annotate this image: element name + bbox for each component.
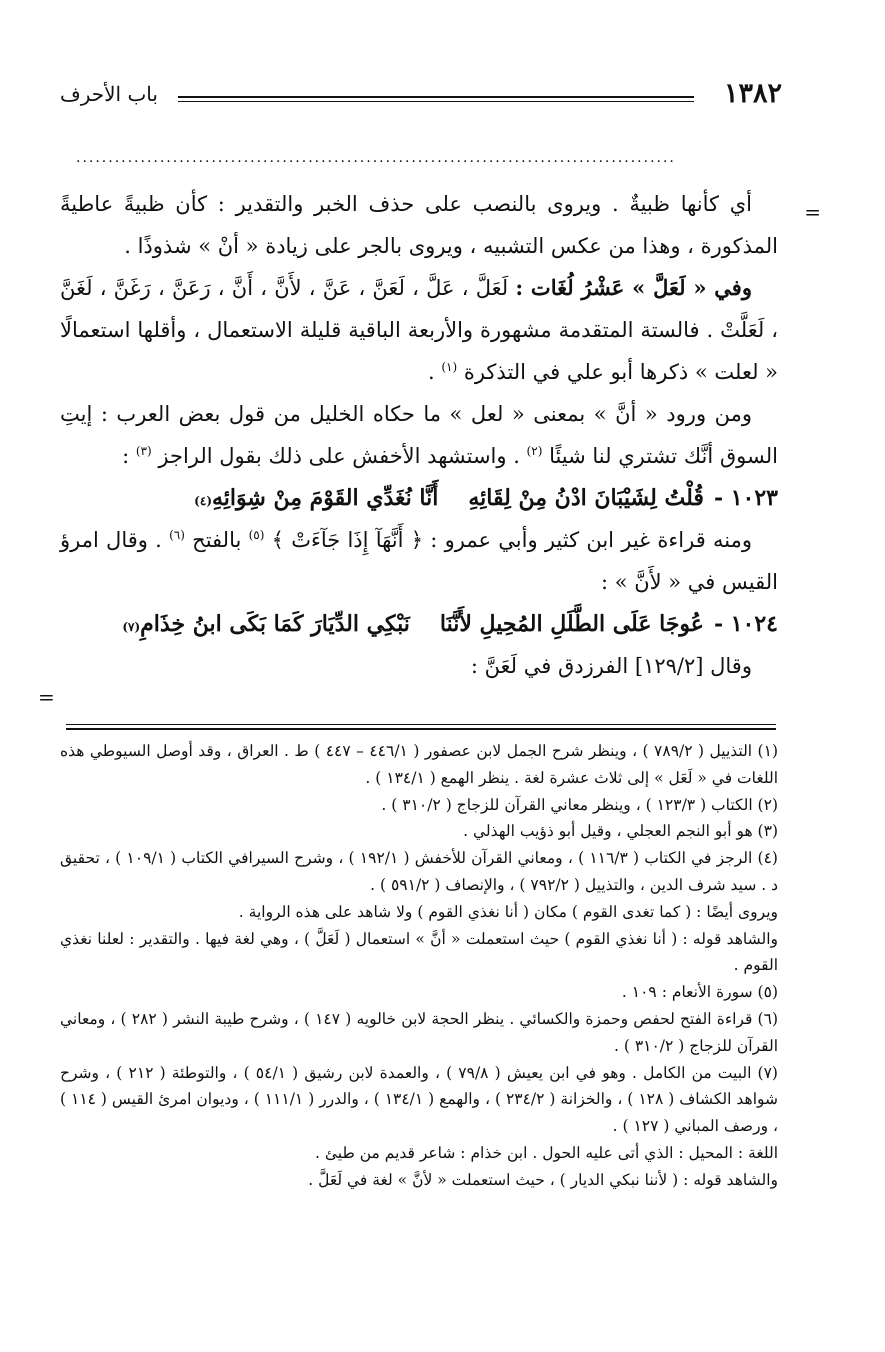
paragraph-1: أي كأنها ظبيةٌ . ويروى بالنصب على حذف الخبر والتقدير : كأن ظبيةً عاطيةً المذكورة ، وهذا من عكس التشبيه ، ويروى بالجر على زيادة « أنْ » شذوذًا . bbox=[60, 192, 778, 258]
footnote-7-evidence: والشاهد قوله : ( لأننا نبكي الديار ) ، حيث استعملت « لأنَّ » لغة في لَعَلَّ . bbox=[308, 1170, 778, 1189]
verse-hemistich-2: أَنَّا نُغَدِّي القَوْمَ مِنْ شِوَائِهِ bbox=[212, 485, 439, 511]
ten-dialects-heading: وفي « لَعَلَّ » عَشْرُ لُغَات : bbox=[515, 275, 752, 300]
footnote-ref-6: (٦) bbox=[169, 528, 185, 542]
footnotes bbox=[60, 738, 778, 1194]
verse-1023: ١٠٢٣ - قُلْتُ لِشَيْبَانَ ادْنُ مِنْ لِقَائِهِ أَنَّا نُغَدِّي القَوْمَ مِنْ شِوَائِهِ (٤) bbox=[60, 477, 778, 519]
footnote-4-evidence: والشاهد قوله : ( أنا نغذي القوم ) حيث استعملت « أنَّ » استعمال ( لَعَلَّ ) ، وهي لغة فيها . والتقدير : لعلنا نغذي القوم . bbox=[60, 929, 778, 975]
verse-hemistich-1: عُوجَا عَلَى الطَّلَلِ المُحِيلِ لأَنَّنَا bbox=[439, 611, 704, 637]
footnote-6: (٦) قراءة الفتح لحفص وحمزة والكسائي . ينظر الحجة لابن خالويه ( ١٤٧ ) ، وشرح طيبة النشر ( ٢٨٢ ) ، ومعاني القرآن للزجاج ( ٣١٠/٢ ) . bbox=[60, 1009, 778, 1055]
running-header bbox=[60, 78, 782, 118]
footnote-ref-2: (٢) bbox=[526, 444, 543, 458]
verse-number: ١٠٢٤ - bbox=[713, 611, 778, 637]
paragraph-5: وقال [١٢٩/٢] الفرزدق في لَعَنَّ : bbox=[470, 654, 752, 678]
footnote-ref-1: (١) bbox=[441, 360, 458, 374]
verse-1024: ١٠٢٤ - عُوجَا عَلَى الطَّلَلِ المُحِيلِ لأَنَّنَا نَبْكِي الدِّيَارَ كَمَا بَكَى ابنُ خِذَامِ (٧) bbox=[60, 603, 778, 645]
footnote-3: (٣) هو أبو النجم العجلي ، وقيل أبو ذؤيب الهذلي . bbox=[463, 822, 778, 841]
page-number: ١٣٨٢ bbox=[723, 78, 782, 109]
footnote-separator bbox=[66, 724, 776, 730]
verse-hemistich-1: قُلْتُ لِشَيْبَانَ ادْنُ مِنْ لِقَائِهِ bbox=[468, 485, 704, 511]
chapter-title: باب الأحرف bbox=[60, 82, 158, 106]
footnote-4: (٤) الرجز في الكتاب ( ١١٦/٣ ) ، ومعاني القرآن للأخفش ( ١٩٢/١ ) ، وشرح السيرافي الكتاب ( ١٠٩/١ ) ، تحقيق د . سيد شرف الدين ، والتذييل ( ٧٩٢/٢ ) ، والإنصاف ( ٥٩١/٢ ) . bbox=[60, 849, 778, 894]
footnote-4-variant: ويروى أيضًا : ( كما تغدى القوم ) مكان ( أنا نغذي القوم ) ولا شاهد على هذه الرواية . bbox=[238, 902, 778, 921]
paragraph-2: وفي « لَعَلَّ » عَشْرُ لُغَات : لَعَلَّ ، عَلَّ ، لَعَنَّ ، عَنَّ ، لأَنَّ ، أَنَّ ، رَعَنَّ ، رَغَنَّ ، لَغَنَّ ، لَعَلَّتْ . فالستة المتقدمة مشهورة والأربعة الباقية قليلة الاستعمال ، وأقلها استعمالًا « لعلت » ذكرها أبو علي في التذكرة $^{(١)}$ . bbox=[60, 275, 778, 384]
paragraph-4: ومنه قراءة غير ابن كثير وأبي عمرو : ﴿ أَنَّهَآ إِذَا جَآءَتْ ﴾ $^{(٥)}$ بالفتح $^{(٦)}$ . وقال امرؤ القيس في « لأَنَّ » : bbox=[60, 528, 778, 594]
margin-mark-top: = bbox=[804, 200, 821, 224]
footnote-5: (٥) سورة الأنعام : ١٠٩ . bbox=[621, 983, 778, 1002]
header-rule bbox=[178, 96, 694, 102]
paragraph-3: ومن ورود « أنَّ » بمعنى « لعل » ما حكاه الخليل من قول بعض العرب : إيتِ السوق أنَّك تشتري لنا شيئًا $^{(٢)}$ . واستشهد الأخفش على ذلك بقول الراجز $^{(٣)}$ : bbox=[60, 402, 778, 468]
footnote-7: (٧) البيت من الكامل . وهو في ابن يعيش ( ٧٩/٨ ) ، والعمدة لابن رشيق ( ٥٤/١ ) ، والتوطئة ( ٢١٢ ) ، وشرح شواهد الكشاف ( ١٢٨ ) ، والخزانة ( ٢٣٤/٢ ) ، والهمع ( ١٣٤/١ ) ، والدرر ( ١١١/١ ) ، وديوان امرئ القيس ( ١١٤ ) ، ورصف المباني ( ١٢٧ ) . bbox=[60, 1063, 779, 1136]
verse-number: ١٠٢٣ - bbox=[713, 485, 778, 511]
footnote-7-lexicon: اللغة : المحيل : الذي أتى عليه الحول . ابن خذام : شاعر قديم من طيئ . bbox=[315, 1143, 778, 1162]
footnote-ref-5: (٥) bbox=[248, 528, 265, 542]
verse-hemistich-2: نَبْكِي الدِّيَارَ كَمَا بَكَى ابنُ خِذَامِ bbox=[140, 611, 410, 637]
footnote-1: (١) التذييل ( ٧٨٩/٢ ) ، وينظر شرح الجمل لابن عصفور ( ٤٤٦/١ – ٤٤٧ ) ط . العراق ، وقد أوصل السيوطي هذه اللغات في « لَعَل » إلى ثلاث عشرة لغة . ينظر الهمع ( ١٣٤/١ ) . bbox=[60, 742, 778, 787]
dotted-separator: ............................................................................................. bbox=[76, 150, 676, 164]
footnote-ref-3: (٣) bbox=[135, 444, 152, 458]
margin-mark-bottom: = bbox=[38, 685, 55, 709]
main-text bbox=[60, 183, 778, 687]
footnote-2: (٢) الكتاب ( ١٢٣/٣ ) ، وينظر معاني القرآن للزجاج ( ٣١٠/٢ ) . bbox=[381, 795, 778, 814]
